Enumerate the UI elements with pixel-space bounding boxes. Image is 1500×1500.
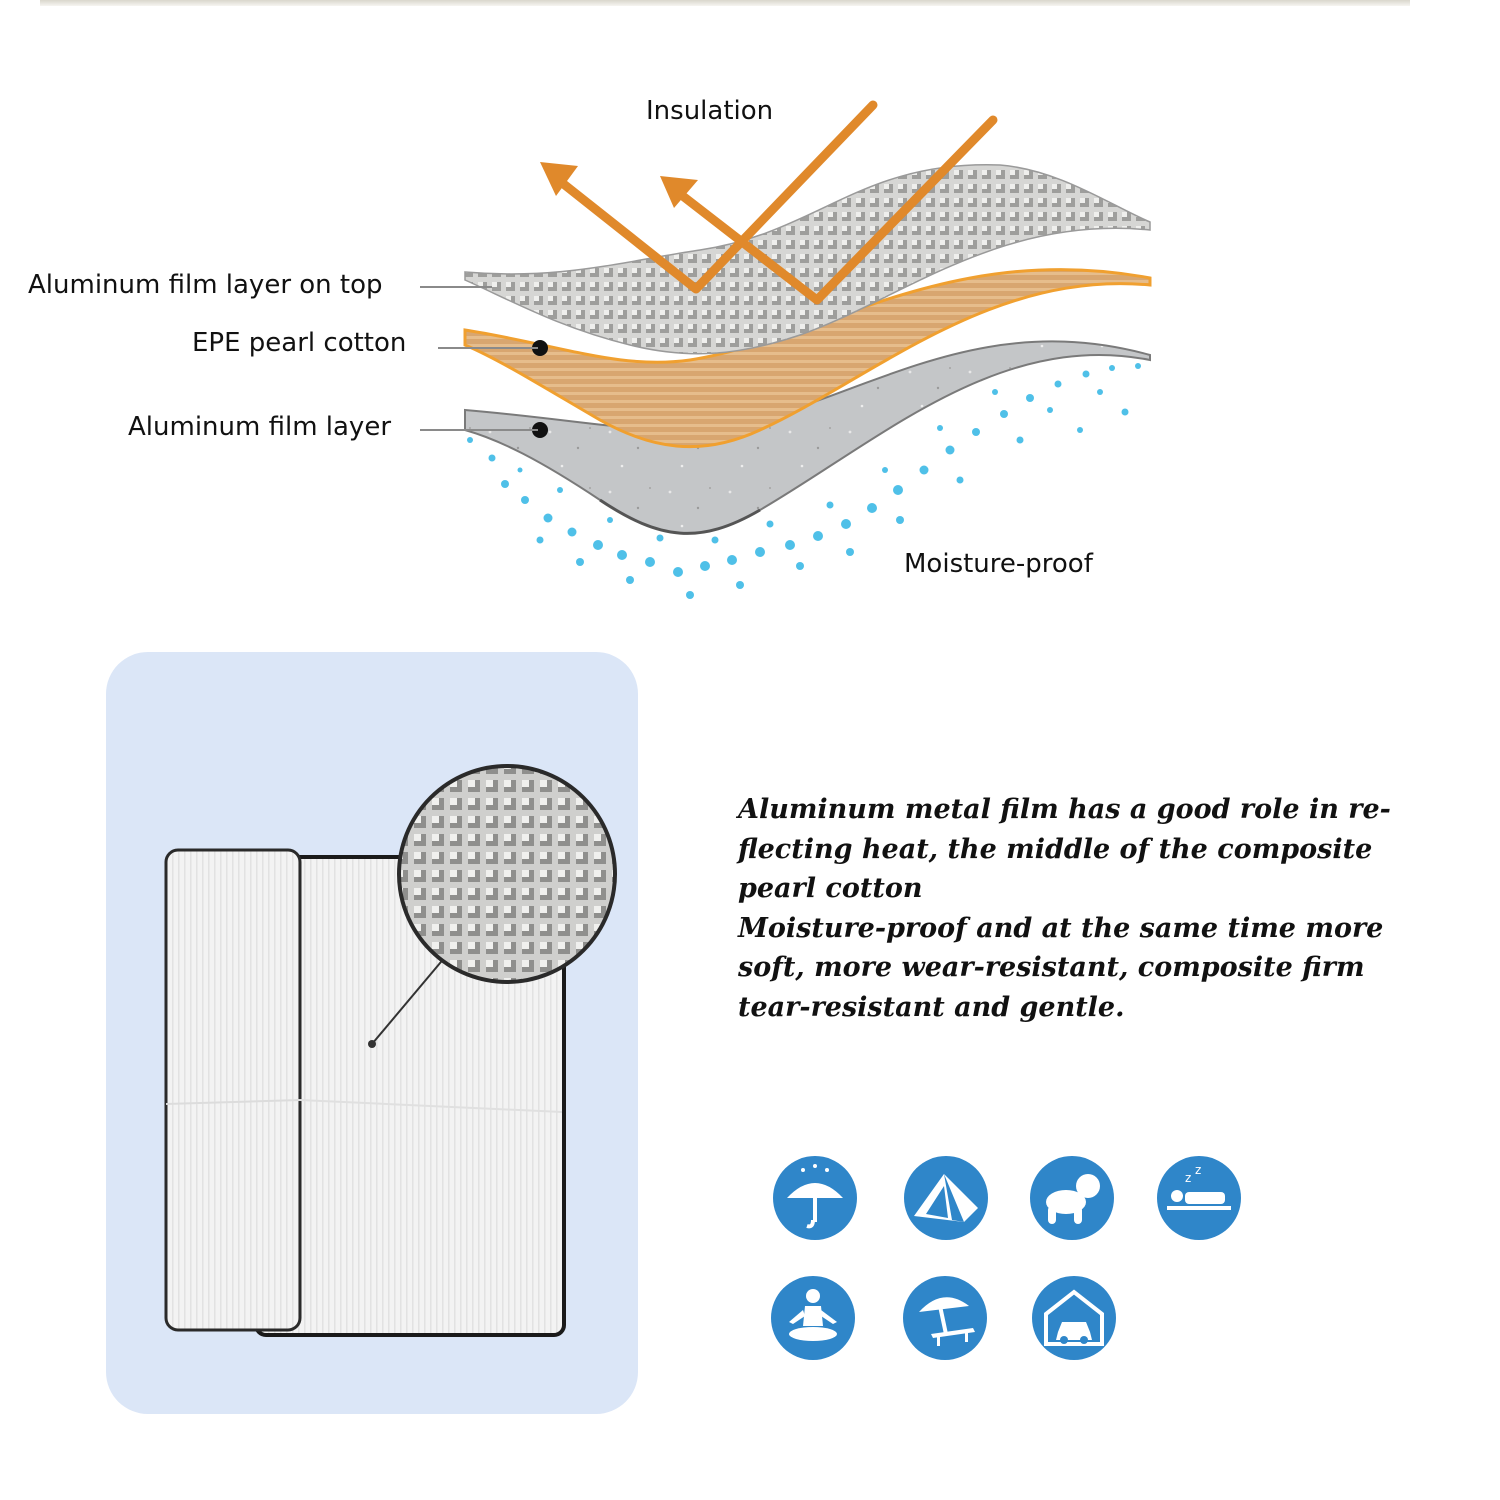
folded-mat-image bbox=[106, 652, 638, 1414]
top-layer-callout-line bbox=[420, 286, 492, 288]
description-line: tear-resistant and gentle. bbox=[738, 991, 1125, 1023]
beach-umbrella-lounger-icon bbox=[903, 1276, 987, 1360]
moisture-proof-label: Moisture-proof bbox=[904, 549, 1093, 579]
top-quilted-layer bbox=[465, 165, 1150, 354]
umbrella-rain-icon bbox=[773, 1156, 857, 1240]
yoga-meditation-icon bbox=[771, 1276, 855, 1360]
car-garage-icon bbox=[1032, 1276, 1116, 1360]
crawling-baby-icon bbox=[1030, 1156, 1114, 1240]
svg-text:z: z bbox=[1195, 1163, 1202, 1177]
description-line: Moisture-proof and at the same time more bbox=[738, 912, 1384, 944]
middle-layer-callout-line bbox=[438, 347, 538, 349]
layer-structure-diagram bbox=[0, 0, 1500, 620]
description-line: flecting heat, the middle of the composite bbox=[738, 833, 1373, 865]
insulation-label: Insulation bbox=[646, 96, 774, 126]
svg-text:z: z bbox=[1185, 1171, 1192, 1185]
mat-folded-sheet bbox=[166, 850, 300, 1330]
sleeping-person-icon bbox=[1157, 1156, 1241, 1240]
top-layer-label: Aluminum film layer on top bbox=[28, 270, 383, 300]
middle-layer-label: EPE pearl cotton bbox=[192, 328, 407, 358]
description-line: soft, more wear-resistant, composite firm bbox=[738, 952, 1365, 983]
description-line: pearl cotton bbox=[738, 873, 923, 904]
bottom-layer-label: Aluminum film layer bbox=[128, 412, 392, 442]
tent-icon bbox=[904, 1156, 988, 1240]
description-line: Aluminum metal film has a good role in re- bbox=[738, 794, 1391, 825]
product-description bbox=[738, 790, 1398, 1027]
bottom-layer-callout-line bbox=[420, 429, 538, 431]
